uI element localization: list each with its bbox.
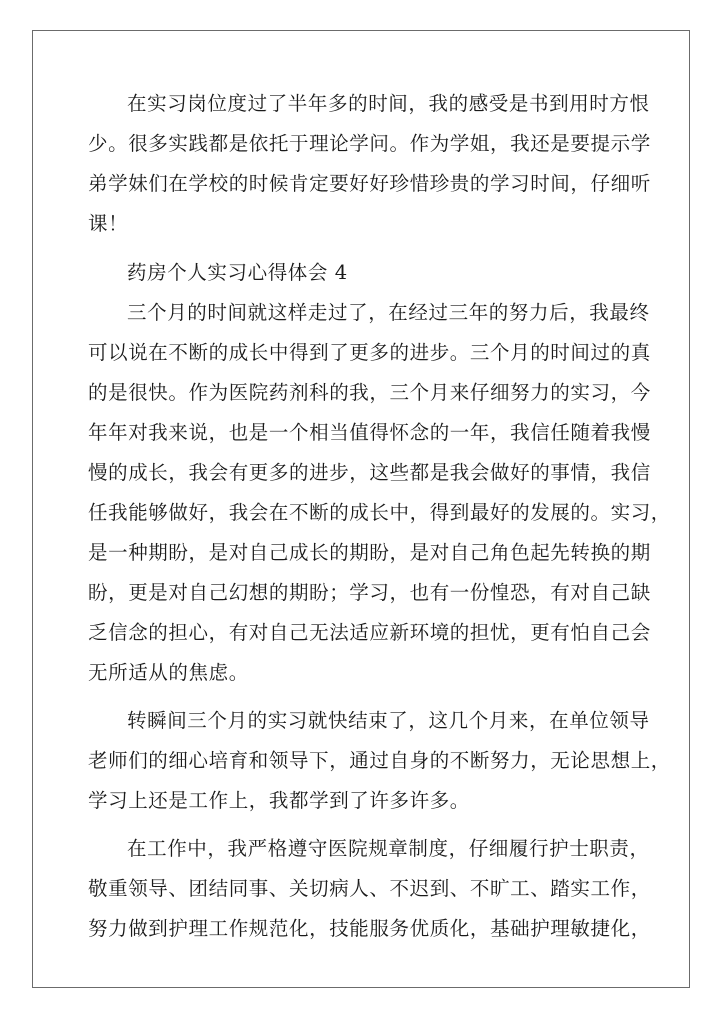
text-line: 老师们的细心培育和领导下，通过自身的不断努力，无论思想上， (88, 749, 671, 772)
text-line: 年年对我来说，也是一个相当值得怀念的一年，我信任随着我慢 (88, 421, 651, 444)
text-line: 转瞬间三个月的实习就快结束了，这几个月来，在单位领导 (127, 709, 650, 732)
text-line: 乏信念的担心，有对自己无法适应新环境的担忧，更有怕自己会 (88, 621, 651, 644)
text-line: 的是很快。作为医院药剂科的我，三个月来仔细努力的实习，今 (88, 381, 651, 404)
text-line: 三个月的时间就这样走过了，在经过三年的努力后，我最终 (127, 301, 650, 324)
paragraph-reflection (88, 293, 671, 693)
text-line: 无所适从的焦虑。 (88, 661, 249, 684)
text-line: 是一种期盼，是对自己成长的期盼，是对自己角色起先转换的期 (88, 541, 651, 564)
text-line: 在工作中，我严格遵守医院规章制度，仔细履行护士职责， (127, 837, 650, 860)
text-line: 敬重领导、团结同事、关切病人、不迟到、不旷工、踏实工作， (88, 877, 651, 900)
text-line: 慢的成长，我会有更多的进步，这些都是我会做好的事情，我信 (88, 461, 651, 484)
text-line: 少。很多实践都是依托于理论学问。作为学姐，我还是要提示学 (88, 132, 651, 155)
text-line: 课！ (88, 212, 129, 235)
text-line: 努力做到护理工作规范化，技能服务优质化，基础护理敏捷化， (88, 917, 651, 940)
text-line: 学习上还是工作上，我都学到了许多许多。 (88, 789, 470, 812)
text-line: 弟学妹们在学校的时候肯定要好好珍惜珍贵的学习时间，仔细听 (88, 172, 651, 195)
paragraph-work (88, 829, 651, 949)
document-body (88, 84, 671, 949)
paragraph-intro (88, 84, 651, 244)
text-line: 任我能够做好，我会在不断的成长中，得到最好的发展的。实习， (88, 501, 671, 524)
section-heading: 药房个人实习心得体会 4 (127, 261, 348, 284)
text-line: 在实习岗位度过了半年多的时间，我的感受是书到用时方恨 (127, 92, 650, 115)
paragraph-progress (88, 701, 671, 821)
text-line: 盼，更是对自己幻想的期盼；学习，也有一份惶恐，有对自己缺 (88, 581, 651, 604)
text-line: 可以说在不断的成长中得到了更多的进步。三个月的时间过的真 (88, 341, 651, 364)
